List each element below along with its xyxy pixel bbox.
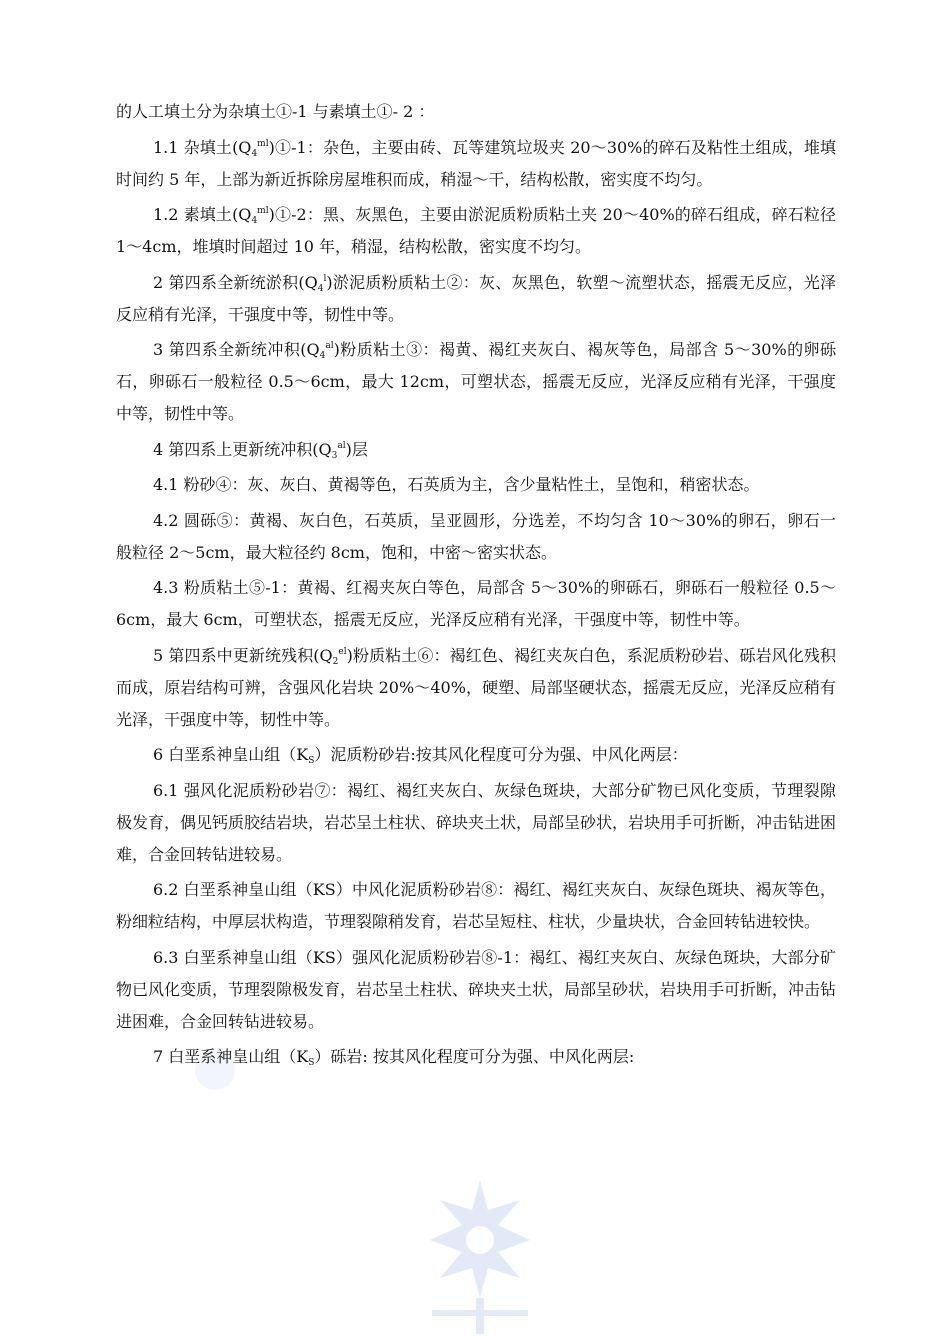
paragraph: 7 白垩系神皇山组$(K_S)$砾岩: 按其风化程度可分为强、中风化两层: xyxy=(153,1047,635,1068)
paragraph: 6.3 白垩系神皇山组（KS）强风化泥质粉砂岩⑧-1：褐红、褐红夹灰白、灰绿色斑块，大部分矿物已风化变质，节理裂隙极发育，岩芯呈土柱状、碎块夹土状，局部呈砂状，岩块用手可折断，冲击钻进困难，合金回转钻进较易。 xyxy=(116,947,837,1031)
watermark-snowflake-icon xyxy=(420,1170,540,1340)
paragraph: 1.2 素填土$(Q_4^{ml})①-2$：黑、灰黑色，主要由淤泥质粉质粘土夹 20～40%的碎石组成，碎石粒径 1～4cm，堆填时间超过 10 年，稍湿，结构松散，密实度不均匀。 xyxy=(116,205,836,256)
paragraph: 5 第四系中更新统残积$(Q_2^{el})$粉质粘土⑥：褐红色、褐红夹灰白色，系泥质粉砂岩、砾岩风化残积而成，原岩结构可辨，含强风化岩块 20%～40%，硬塑、局部坚硬状态，摇震无反应，光泽反应稍有光泽，干强度中等，韧性中等。 xyxy=(116,645,836,729)
paragraph: 6 白垩系神皇山组$(K_S)$泥质粉砂岩:按其风化程度可分为强、中风化两层： xyxy=(153,745,688,766)
paragraph: 6.1 强风化泥质粉砂岩⑦：褐红、褐红夹灰白、灰绿色斑块，大部分矿物已风化变质，节理裂隙极发育，偶见钙质胶结岩块，岩芯呈土柱状、碎块夹土状，局部呈砂状，岩块用手可折断，冲击钻进困难，合金回转钻进较易。 xyxy=(116,780,837,864)
paragraph: 4 第四系上更新统冲积$(Q_3^{al})$层 xyxy=(153,439,368,461)
paragraph: 4.1 粉砂④：灰、灰白、黄褐等色，石英质为主，含少量粘性土，呈饱和，稍密状态。 xyxy=(153,475,760,494)
document-body xyxy=(116,96,836,1077)
paragraph: 1.1 杂填土$(Q_4^{ml})①-1$：杂色，主要由砖、瓦等建筑垃圾夹 20～30%的碎石及粘性土组成，堆填时间约 5 年，上部为新近拆除房屋堆积而成，稍湿～干，结构松散，密实度不均匀。 xyxy=(116,137,836,189)
paragraph: 3 第四系全新统冲积$(Q_4^{al})$粉质粘土③：褐黄、褐红夹灰白、褐灰等色，局部含 5～30%的卵砾石，卵砾石一般粒径 0.5～6cm，最大 12cm，可塑状态，摇震无反应，光泽反应稍有光泽，干强度中等，韧性中等。 xyxy=(116,340,836,423)
paragraph: 4.3 粉质粘土⑤-1：黄褐、红褐夹灰白等色，局部含 5～30%的卵砾石，卵砾石一般粒径 0.5～6cm，最大 6cm，可塑状态，摇震无反应，光泽反应稍有光泽，干强度中等，韧性中等。 xyxy=(116,578,836,629)
paragraph: 6.2 白垩系神皇山组（KS）中风化泥质粉砂岩⑧：褐红、褐红夹灰白、灰绿色斑块、褐灰等色，粉细粒结构，中厚层状构造，节理裂隙稍发育，岩芯呈短柱、柱状，少量块状，合金回转钻进较快。 xyxy=(116,880,836,931)
paragraph: 2 第四系全新统淤积$(Q_4^l)$淤泥质粉质粘土②：灰、灰黑色，软塑～流塑状态，摇震无反应，光泽反应稍有光泽，干强度中等，韧性中等。 xyxy=(116,272,836,324)
paragraph: 的人工填土分为杂填土①-1 与素填土①- 2 ： xyxy=(116,102,435,121)
paragraph: 4.2 圆砾⑤：黄褐、灰白色，石英质，呈亚圆形，分选差，不均匀含 10～30%的卵石，卵石一般粒径 2～5cm，最大粒径约 8cm，饱和，中密～密实状态。 xyxy=(116,510,836,562)
